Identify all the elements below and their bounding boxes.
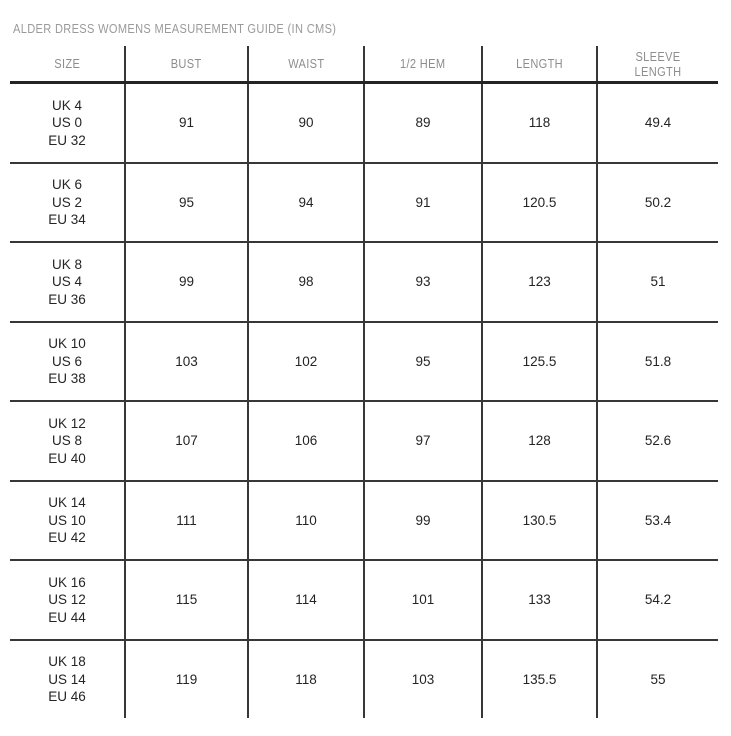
value-cell: 123 [482, 242, 597, 322]
value-cell: 93 [364, 242, 482, 322]
value-cell: 130.5 [482, 481, 597, 561]
value-cell: 91 [125, 83, 248, 163]
size-cell [10, 163, 125, 243]
value-cell: 115 [125, 560, 248, 640]
value-cell: 94 [248, 163, 364, 243]
table-body [10, 83, 718, 719]
value-cell: 51.8 [597, 322, 718, 402]
value-cell: 97 [364, 401, 482, 481]
value-cell: 118 [248, 640, 364, 719]
table-row [10, 401, 718, 481]
size-cell [10, 242, 125, 322]
column-header-label: 1/2 HEM [400, 56, 446, 71]
column-header-label: SLEEVE LENGTH [634, 48, 682, 79]
size-line: EU 40 [48, 450, 86, 466]
size-cell [10, 560, 125, 640]
size-line: UK 8 [51, 256, 82, 272]
column-header-size [10, 46, 125, 83]
value-cell: 135.5 [482, 640, 597, 719]
size-line: US 2 [51, 194, 82, 210]
value-cell: 119 [125, 640, 248, 719]
header-row [10, 46, 718, 83]
size-line: US 0 [51, 115, 82, 130]
value-cell: 111 [125, 481, 248, 561]
column-header-1-2-hem [364, 46, 482, 83]
value-cell: 133 [482, 560, 597, 640]
value-cell: 51 [597, 242, 718, 322]
size-line: EU 32 [48, 132, 86, 148]
value-cell: 90 [248, 83, 364, 163]
value-cell: 91 [364, 163, 482, 243]
column-header-label: BUST [171, 56, 202, 71]
value-cell: 106 [248, 401, 364, 481]
size-line: EU 38 [48, 371, 86, 386]
table-row [10, 640, 718, 719]
size-line: UK 6 [51, 177, 82, 192]
value-cell: 107 [125, 401, 248, 481]
size-line: UK 10 [48, 336, 86, 351]
value-cell: 128 [482, 401, 597, 481]
value-cell: 103 [364, 640, 482, 719]
value-cell: 110 [248, 481, 364, 561]
size-line: UK 14 [48, 495, 86, 510]
column-header-label: SIZE [54, 56, 80, 71]
size-line: UK 18 [48, 654, 86, 669]
size-line: US 12 [48, 592, 86, 607]
value-cell: 118 [482, 83, 597, 163]
size-cell [10, 481, 125, 561]
table-row [10, 560, 718, 640]
value-cell: 99 [364, 481, 482, 561]
value-cell: 102 [248, 322, 364, 402]
table-row [10, 83, 718, 163]
value-cell: 114 [248, 560, 364, 640]
size-line: EU 46 [48, 689, 86, 704]
measurement-table [10, 46, 718, 718]
size-line: UK 12 [48, 415, 86, 431]
value-cell: 95 [125, 163, 248, 243]
size-line: UK 16 [48, 574, 86, 590]
value-cell: 125.5 [482, 322, 597, 402]
table-row [10, 163, 718, 243]
size-line: EU 44 [48, 609, 86, 625]
column-header-bust [125, 46, 248, 83]
table-row [10, 322, 718, 402]
size-line: US 10 [48, 512, 86, 528]
size-line: EU 42 [48, 530, 86, 545]
value-cell: 52.6 [597, 401, 718, 481]
value-cell: 89 [364, 83, 482, 163]
size-line: US 6 [51, 353, 82, 369]
value-cell: 120.5 [482, 163, 597, 243]
value-cell: 101 [364, 560, 482, 640]
size-line: US 14 [48, 671, 86, 687]
value-cell: 54.2 [597, 560, 718, 640]
table-row [10, 481, 718, 561]
value-cell: 55 [597, 640, 718, 719]
size-line: UK 4 [51, 97, 82, 113]
size-cell [10, 640, 125, 719]
chart-title: ALDER DRESS WOMENS MEASUREMENT GUIDE (IN CMS) [13, 21, 337, 36]
value-cell: 103 [125, 322, 248, 402]
size-line: US 8 [51, 433, 82, 448]
column-header-sleeve-length [597, 46, 718, 83]
value-cell: 49.4 [597, 83, 718, 163]
value-cell: 99 [125, 242, 248, 322]
table-row [10, 242, 718, 322]
column-header-label: LENGTH [516, 56, 563, 71]
value-cell: 53.4 [597, 481, 718, 561]
value-cell: 50.2 [597, 163, 718, 243]
size-cell [10, 83, 125, 163]
size-line: EU 36 [48, 291, 86, 307]
column-header-label: WAIST [287, 56, 325, 71]
size-cell [10, 401, 125, 481]
value-cell: 98 [248, 242, 364, 322]
size-line: EU 34 [48, 212, 86, 227]
column-header-waist [248, 46, 364, 83]
size-line: US 4 [51, 274, 82, 289]
column-header-length [482, 46, 597, 83]
value-cell: 95 [364, 322, 482, 402]
table-header [10, 46, 718, 83]
size-cell [10, 322, 125, 402]
